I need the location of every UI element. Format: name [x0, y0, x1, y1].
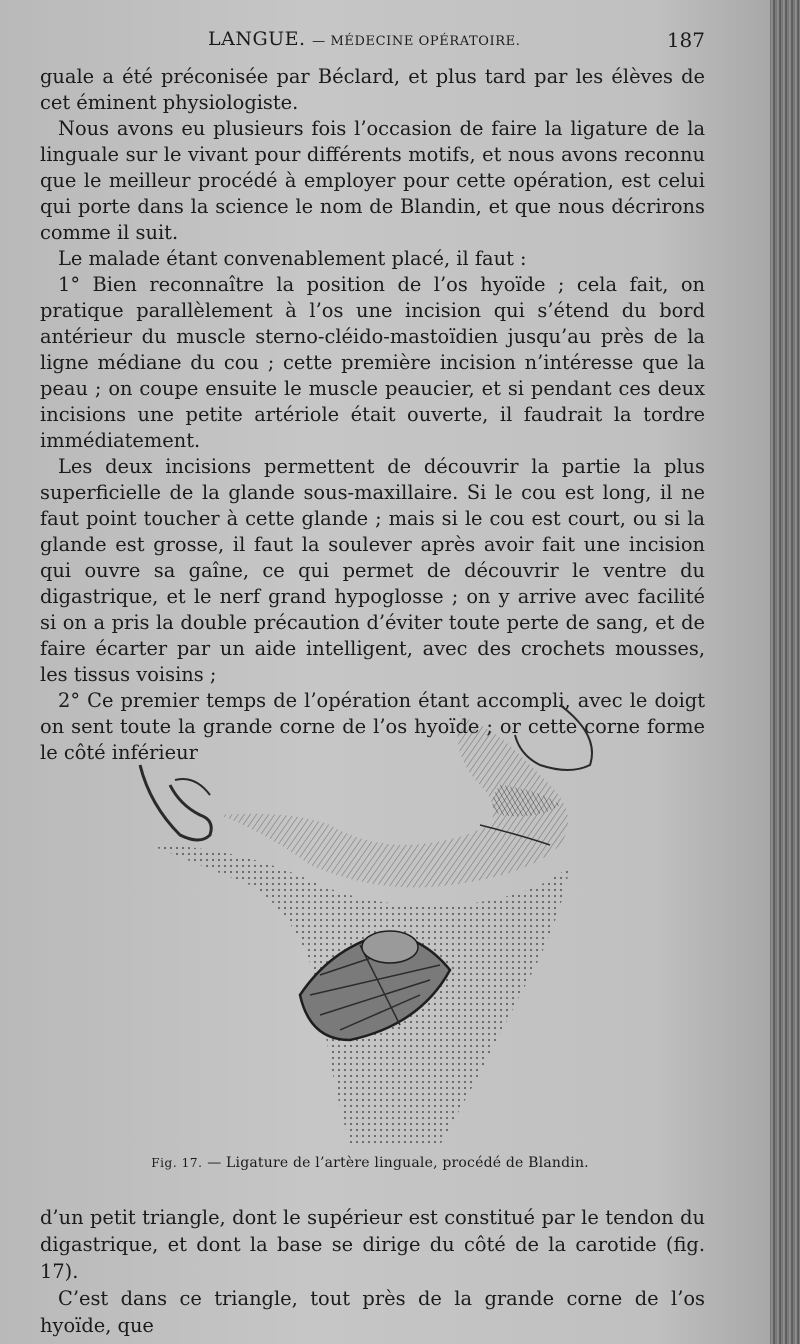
anatomical-illustration	[120, 695, 620, 1145]
running-title-line	[208, 28, 520, 50]
paragraph: Nous avons eu plusieurs fois l’occasion de faire la ligature de la linguale sur le vivant pour différents motifs, et nous avons reconnu que le meilleur procédé à employer pour cette opération, est celui qui porte dans la science le nom de Blandin, et que nous décrirons comme il suit.	[40, 117, 705, 244]
running-title: LANGUE.	[208, 28, 306, 50]
paragraph: 1° Bien reconnaître la position de l’os hyoïde ; cela fait, on pratique parallèlement à l’os une incision qui s’étend du bord antérieur du muscle sterno-cléido-mastoïdien jusqu’au près de la ligne médiane du cou ; cette première incision n’intéresse que la peau ; on coupe ensuite le muscle peaucier, et si pendant ces deux incisions une petite artériole était ouverte, il faudrait la tordre immédiatement.	[40, 273, 705, 452]
body-text	[40, 64, 705, 766]
figure-caption-text: — Ligature de l’artère linguale, procédé de Blandin.	[207, 1155, 589, 1171]
paragraph: Les deux incisions permettent de découvrir la partie la plus superficielle de la glande sous-maxillaire. Si le cou est long, il ne faut point toucher à cette glande ; mais si le cou est court, ou si la glande est grosse, il faut la soulever après avoir fait une incision qui ouvre sa gaîne, ce qui permet de découvrir le ventre du digastrique, et le nerf grand hypoglosse ; on y arrive avec facilité si on a pris la double précaution d’éviter toute perte de sang, et de faire écarter par un aide intelligent, avec des crochets mousses, les tissus voisins ;	[40, 455, 705, 686]
paragraph: C’est dans ce triangle, tout près de la grande corne de l’os hyoïde, que	[40, 1287, 705, 1337]
continued-text	[40, 1204, 705, 1339]
paragraph: guale a été préconisée par Béclard, et plus tard par les élèves de cet éminent physiologiste.	[40, 65, 705, 114]
paragraph: d’un petit triangle, dont le supérieur est constitué par le tendon du digastrique, et dont la base se dirige du côté de la carotide (fig. 17).	[40, 1206, 705, 1283]
engraving-neck-incision	[120, 695, 620, 1145]
paragraph: 2° Ce premier temps de l’opération étant accompli, avec le doigt on sent toute la grande corne de l’os hyoïde ; or cette corne forme le côté inférieur	[40, 689, 705, 764]
figure-caption	[140, 1155, 600, 1171]
running-header	[40, 28, 705, 52]
paragraph: Le malade étant convenablement placé, il faut :	[58, 247, 527, 270]
figure-label: Fig. 17.	[151, 1156, 203, 1170]
book-page-edges	[770, 0, 800, 1344]
running-subtitle: — MÉDECINE OPÉRATOIRE.	[312, 34, 521, 49]
page-number: 187	[666, 28, 705, 52]
